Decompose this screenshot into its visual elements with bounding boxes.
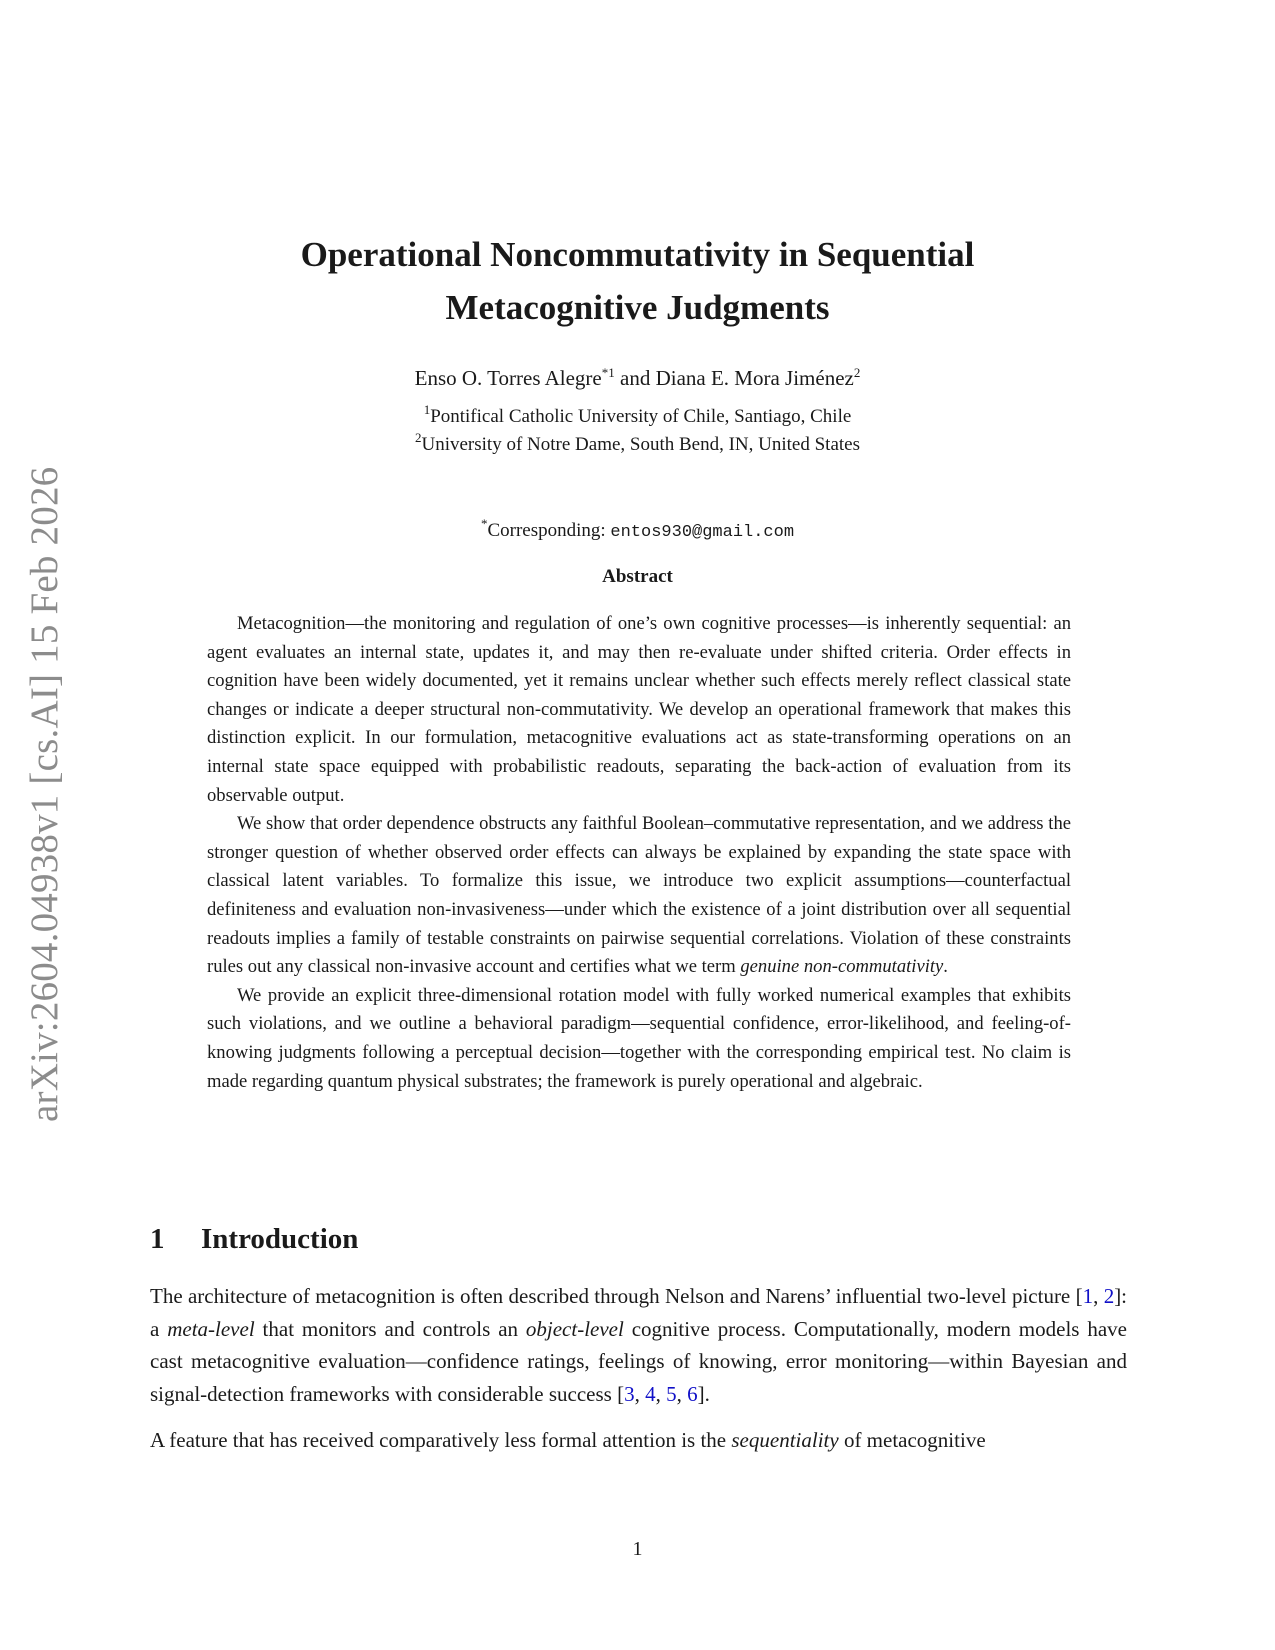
citation-link-6[interactable]: 6 <box>687 1381 698 1406</box>
author-2-marks: 2 <box>853 365 861 380</box>
author-2: Diana E. Mora Jiménez <box>655 366 854 390</box>
author-1: Enso O. Torres Alegre <box>414 366 602 390</box>
abstract-paragraph-2-end: . <box>943 956 948 978</box>
affiliation-2-mark: 2 <box>414 430 422 445</box>
intro-paragraph-1 <box>150 1280 1127 1410</box>
section-heading-introduction <box>150 1223 358 1256</box>
text-run: , <box>655 1381 667 1406</box>
abstract-heading: Abstract <box>602 566 673 587</box>
corresponding-label: Corresponding: <box>487 520 611 541</box>
abstract-paragraph-2 <box>207 810 1071 982</box>
citation-link-2[interactable]: 2 <box>1103 1284 1115 1308</box>
affiliation-1-text: Pontifical Catholic University of Chile, Santiago, Chile <box>430 406 852 427</box>
author-list <box>0 366 1275 391</box>
affiliation-2 <box>0 430 1275 456</box>
text-run: cognitive process. Computationally, modern models have cast metacognitive evaluation—confidence ratings, feelings of knowing, error monitoring—within Bayesian and signal-detection frameworks with considerable success [ <box>150 1316 1127 1406</box>
arxiv-identifier-stamp: arXiv:2604.04938v1 [cs.AI] 15 Feb 2026 <box>23 466 66 1122</box>
citation-link-4[interactable]: 4 <box>645 1381 656 1406</box>
page-number: 1 <box>632 1538 643 1560</box>
emphasis-sequentiality: sequentiality <box>731 1428 839 1452</box>
text-run: , <box>1093 1284 1104 1308</box>
corresponding-mark: * <box>480 516 488 531</box>
author-1-marks: *1 <box>601 365 615 380</box>
title-line-2: Metacognitive Judgments <box>445 288 830 327</box>
emphasis-meta-level: meta-level <box>167 1316 255 1341</box>
affiliation-2-text: University of Notre Dame, South Bend, IN, United States <box>421 434 860 455</box>
author-joiner: and <box>614 366 656 390</box>
abstract-body <box>207 610 1071 1096</box>
section-title: Introduction <box>201 1223 359 1255</box>
text-run: that monitors and controls an <box>254 1316 526 1341</box>
abstract-paragraph-3: We provide an explicit three-dimensional rotation model with fully worked numerical examples that exhibits such violations, and we outline a behavioral paradigm—sequential confidence, error-likelihood, and feeling-of-knowing judgments following a perceptual decision—together with the corresponding empirical test. No claim is made regarding quantum physical substrates; the framework is purely operational and algebraic. <box>207 984 1071 1092</box>
corresponding-email[interactable]: entos930@gmail.com <box>610 523 795 542</box>
text-run: A feature that has received comparatively less formal attention is the <box>150 1428 732 1452</box>
corresponding-author <box>0 516 1275 542</box>
abstract-emphasis: genuine non-commutativity <box>740 956 944 978</box>
text-run: ]: a <box>150 1284 1128 1341</box>
citation-link-5[interactable]: 5 <box>666 1381 677 1406</box>
title-line-1: Operational Noncommutativity in Sequential <box>300 235 975 274</box>
section-number: 1 <box>150 1223 165 1255</box>
text-run: of metacognitive <box>838 1428 986 1452</box>
text-run: , <box>634 1381 646 1406</box>
paper-title <box>0 228 1275 334</box>
abstract-paragraph-2-text: We show that order dependence obstructs any faithful Boolean–commutative representation, and we address the stronger question of whether observed order effects can always be explained by expanding the state space with classical latent variables. To formalize this issue, we introduce two explicit assumptions—counterfactual definiteness and evaluation non-invasiveness—under which the existence of a joint distribution over all sequential readouts implies a family of testable constraints on pairwise sequential correlations. Violation of these constraints rules out any classical non-invasive account and certifies what we term <box>207 813 1071 978</box>
emphasis-object-level: object-level <box>525 1316 624 1341</box>
citation-link-3[interactable]: 3 <box>624 1381 635 1406</box>
text-run: The architecture of metacognition is often described through Nelson and Narens’ influential two-level picture [ <box>150 1284 1083 1308</box>
citation-link-1[interactable]: 1 <box>1082 1284 1094 1308</box>
intro-paragraph-2 <box>150 1424 1127 1457</box>
text-run: , <box>676 1381 688 1406</box>
affiliation-1-mark: 1 <box>423 402 431 417</box>
text-run: ]. <box>697 1381 710 1406</box>
affiliation-1 <box>0 402 1275 428</box>
introduction-body <box>150 1280 1127 1471</box>
abstract-paragraph-1: Metacognition—the monitoring and regulation of one’s own cognitive processes—is inherently sequential: an agent evaluates an internal state, updates it, and may then re-evaluate under shifted criteria. Order effects in cognition have been widely documented, yet it remains unclear whether such effects merely reflect classical state changes or indicate a deeper structural non-commutativity. We develop an operational framework that makes this distinction explicit. In our formulation, metacognitive evaluations act as state-transforming operations on an internal state space equipped with probabilistic readouts, separating the back-action of evaluation from its observable output. <box>207 613 1071 806</box>
